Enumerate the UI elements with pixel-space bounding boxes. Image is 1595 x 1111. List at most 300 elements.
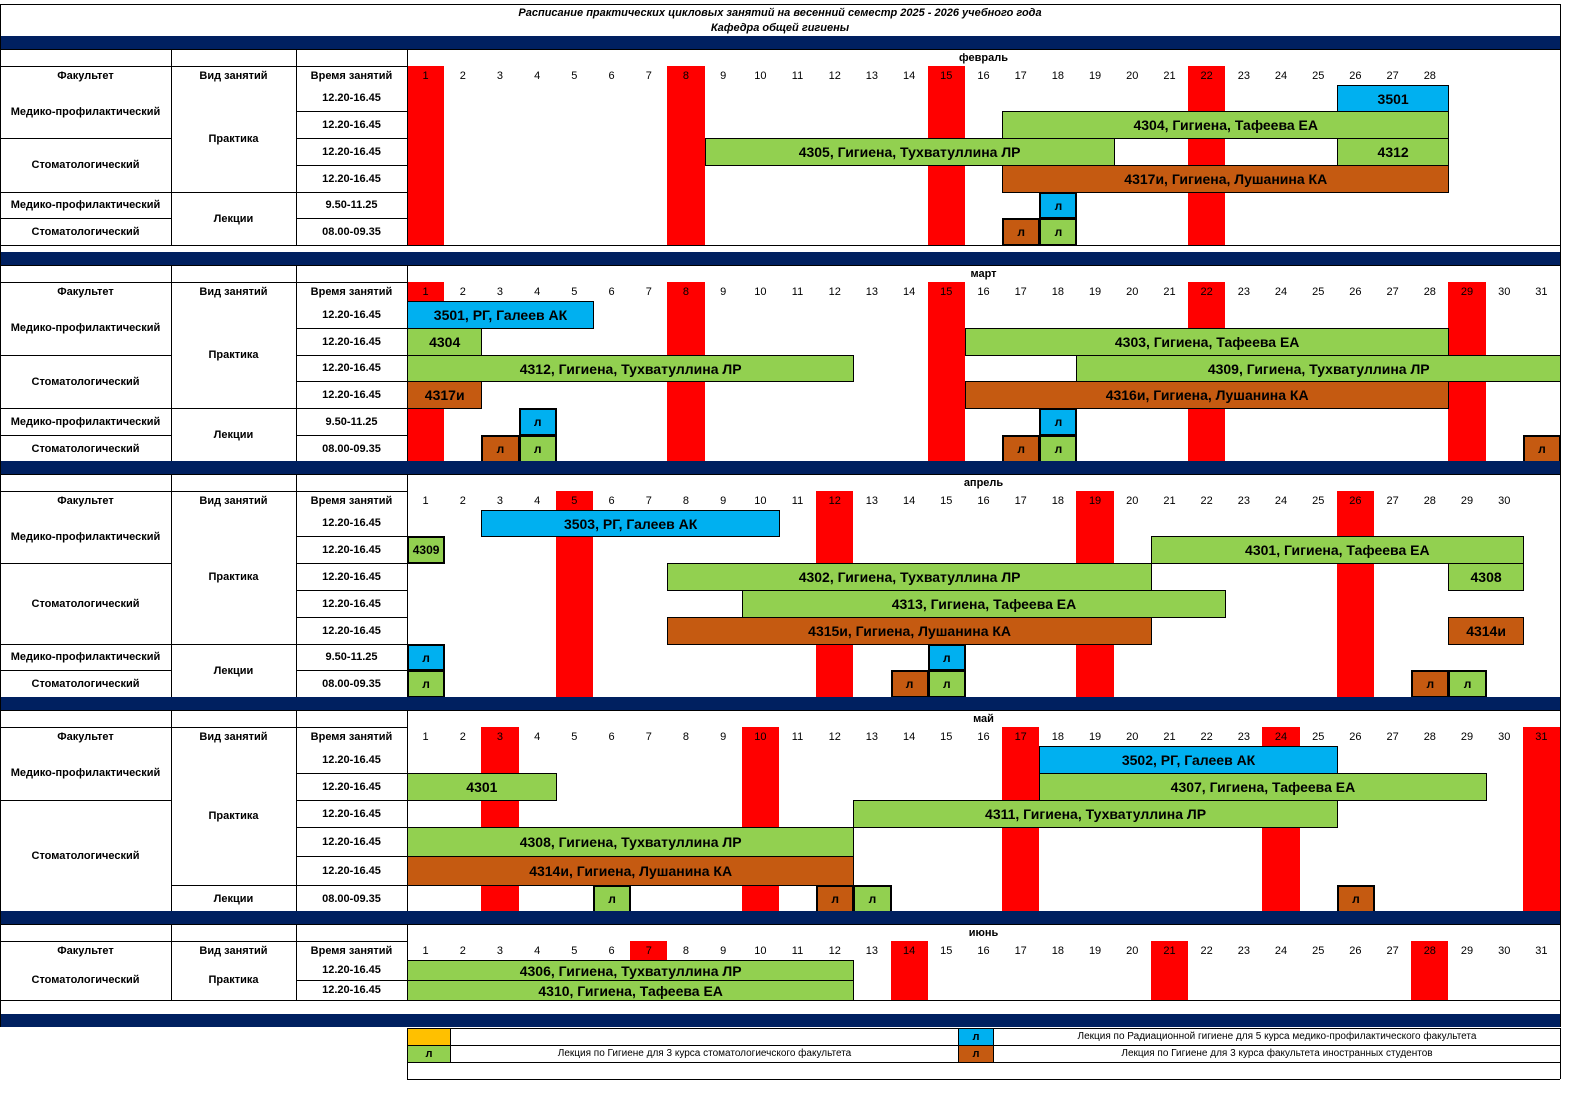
day-cell[interactable] <box>1448 381 1486 409</box>
day-cell[interactable] <box>1486 218 1524 246</box>
day-cell[interactable] <box>1188 960 1226 981</box>
day-cell[interactable] <box>1448 960 1486 981</box>
lecture-marker[interactable]: л <box>1411 670 1449 698</box>
day-cell[interactable] <box>1374 885 1412 913</box>
day-cell[interactable] <box>1151 192 1189 219</box>
day-cell[interactable] <box>667 301 705 329</box>
day-cell[interactable] <box>742 301 780 329</box>
day-cell[interactable] <box>519 536 557 564</box>
day-cell[interactable] <box>1262 435 1300 463</box>
day-cell[interactable] <box>816 800 854 828</box>
day-cell[interactable] <box>742 85 780 112</box>
lecture-marker[interactable]: л <box>816 885 854 913</box>
day-cell[interactable] <box>853 192 891 219</box>
day-cell[interactable] <box>1337 746 1375 774</box>
day-cell[interactable] <box>630 381 668 409</box>
day-cell[interactable] <box>1188 670 1226 698</box>
day-cell[interactable] <box>556 111 594 139</box>
day-cell[interactable] <box>1188 435 1226 463</box>
day-cell[interactable] <box>1448 856 1486 886</box>
day-cell[interactable] <box>1523 800 1561 828</box>
day-cell[interactable] <box>1411 617 1449 645</box>
day-cell[interactable] <box>928 355 966 382</box>
day-cell[interactable] <box>1076 960 1114 981</box>
session-bar[interactable]: 4310, Гигиена, Тафеева ЕА <box>407 980 854 1001</box>
day-cell[interactable] <box>1486 192 1524 219</box>
day-cell[interactable] <box>1002 746 1040 774</box>
day-cell[interactable] <box>1225 408 1263 436</box>
day-cell[interactable] <box>1002 355 1040 382</box>
day-cell[interactable] <box>816 435 854 463</box>
day-cell[interactable] <box>1188 563 1226 591</box>
day-cell[interactable] <box>556 138 594 166</box>
day-cell[interactable] <box>742 800 780 828</box>
day-cell[interactable] <box>928 192 966 219</box>
day-cell[interactable] <box>853 670 891 698</box>
day-cell[interactable] <box>630 138 668 166</box>
day-cell[interactable] <box>891 644 929 671</box>
day-cell[interactable] <box>1523 165 1561 193</box>
day-cell[interactable] <box>742 670 780 698</box>
day-cell[interactable] <box>1523 563 1561 591</box>
day-cell[interactable] <box>891 301 929 329</box>
day-cell[interactable] <box>1188 510 1226 537</box>
day-cell[interactable] <box>1411 435 1449 463</box>
day-cell[interactable] <box>630 165 668 193</box>
day-cell[interactable] <box>853 980 891 1001</box>
day-cell[interactable] <box>1523 590 1561 618</box>
day-cell[interactable] <box>742 328 780 356</box>
day-cell[interactable] <box>1300 980 1338 1001</box>
day-cell[interactable] <box>816 111 854 139</box>
day-cell[interactable] <box>1486 670 1524 698</box>
day-cell[interactable] <box>1076 408 1114 436</box>
day-cell[interactable] <box>705 536 743 564</box>
day-cell[interactable] <box>1523 192 1561 219</box>
day-cell[interactable] <box>779 381 817 409</box>
day-cell[interactable] <box>891 192 929 219</box>
day-cell[interactable] <box>1262 960 1300 981</box>
day-cell[interactable] <box>965 85 1003 112</box>
day-cell[interactable] <box>481 381 519 409</box>
day-cell[interactable] <box>593 617 631 645</box>
day-cell[interactable] <box>556 408 594 436</box>
day-cell[interactable] <box>965 980 1003 1001</box>
day-cell[interactable] <box>1374 301 1412 329</box>
day-cell[interactable] <box>556 192 594 219</box>
day-cell[interactable] <box>891 773 929 801</box>
day-cell[interactable] <box>1039 827 1077 857</box>
day-cell[interactable] <box>853 111 891 139</box>
day-cell[interactable] <box>891 980 929 1001</box>
day-cell[interactable] <box>593 590 631 618</box>
session-bar[interactable]: 4312 <box>1337 138 1450 166</box>
day-cell[interactable] <box>630 563 668 591</box>
day-cell[interactable] <box>816 165 854 193</box>
lecture-marker[interactable]: л <box>891 670 929 698</box>
day-cell[interactable] <box>705 381 743 409</box>
day-cell[interactable] <box>1039 510 1077 537</box>
day-cell[interactable] <box>519 165 557 193</box>
day-cell[interactable] <box>1374 510 1412 537</box>
day-cell[interactable] <box>1448 800 1486 828</box>
day-cell[interactable] <box>853 536 891 564</box>
day-cell[interactable] <box>1262 301 1300 329</box>
session-bar[interactable]: 4305, Гигиена, Тухватуллина ЛР <box>705 138 1115 166</box>
day-cell[interactable] <box>593 773 631 801</box>
day-cell[interactable] <box>556 536 594 564</box>
day-cell[interactable] <box>444 435 482 463</box>
day-cell[interactable] <box>519 328 557 356</box>
day-cell[interactable] <box>1039 885 1077 913</box>
day-cell[interactable] <box>519 746 557 774</box>
day-cell[interactable] <box>1188 885 1226 913</box>
day-cell[interactable] <box>1337 800 1375 828</box>
day-cell[interactable] <box>1039 856 1077 886</box>
lecture-marker[interactable]: л <box>1039 435 1077 463</box>
day-cell[interactable] <box>891 536 929 564</box>
day-cell[interactable] <box>1262 218 1300 246</box>
day-cell[interactable] <box>667 138 705 166</box>
day-cell[interactable] <box>1448 301 1486 329</box>
day-cell[interactable] <box>1448 408 1486 436</box>
day-cell[interactable] <box>1151 856 1189 886</box>
day-cell[interactable] <box>481 885 519 913</box>
day-cell[interactable] <box>667 381 705 409</box>
day-cell[interactable] <box>1411 800 1449 828</box>
day-cell[interactable] <box>705 885 743 913</box>
day-cell[interactable] <box>816 218 854 246</box>
day-cell[interactable] <box>965 827 1003 857</box>
day-cell[interactable] <box>667 435 705 463</box>
day-cell[interactable] <box>593 192 631 219</box>
day-cell[interactable] <box>1374 563 1412 591</box>
lecture-marker[interactable]: л <box>1039 192 1077 219</box>
day-cell[interactable] <box>779 111 817 139</box>
day-cell[interactable] <box>444 885 482 913</box>
day-cell[interactable] <box>481 563 519 591</box>
day-cell[interactable] <box>1225 617 1263 645</box>
day-cell[interactable] <box>1151 138 1189 166</box>
day-cell[interactable] <box>1374 827 1412 857</box>
session-bar[interactable]: 4313, Гигиена, Тафеева ЕА <box>742 590 1227 618</box>
day-cell[interactable] <box>444 218 482 246</box>
day-cell[interactable] <box>593 670 631 698</box>
day-cell[interactable] <box>1300 856 1338 886</box>
day-cell[interactable] <box>630 218 668 246</box>
day-cell[interactable] <box>630 885 668 913</box>
day-cell[interactable] <box>1448 111 1486 139</box>
day-cell[interactable] <box>407 192 445 219</box>
day-cell[interactable] <box>1337 563 1375 591</box>
day-cell[interactable] <box>519 563 557 591</box>
day-cell[interactable] <box>1151 510 1189 537</box>
day-cell[interactable] <box>593 435 631 463</box>
day-cell[interactable] <box>593 138 631 166</box>
lecture-marker[interactable]: л <box>1337 885 1375 913</box>
day-cell[interactable] <box>1448 165 1486 193</box>
day-cell[interactable] <box>481 138 519 166</box>
day-cell[interactable] <box>1114 885 1152 913</box>
day-cell[interactable] <box>1114 192 1152 219</box>
day-cell[interactable] <box>407 138 445 166</box>
day-cell[interactable] <box>1188 138 1226 166</box>
day-cell[interactable] <box>1523 301 1561 329</box>
day-cell[interactable] <box>1262 408 1300 436</box>
day-cell[interactable] <box>1225 590 1263 618</box>
day-cell[interactable] <box>556 563 594 591</box>
day-cell[interactable] <box>1114 138 1152 166</box>
session-bar[interactable]: 4306, Гигиена, Тухватуллина ЛР <box>407 960 854 981</box>
day-cell[interactable] <box>1523 856 1561 886</box>
day-cell[interactable] <box>1486 644 1524 671</box>
day-cell[interactable] <box>1523 644 1561 671</box>
day-cell[interactable] <box>519 590 557 618</box>
day-cell[interactable] <box>1002 644 1040 671</box>
day-cell[interactable] <box>705 408 743 436</box>
day-cell[interactable] <box>1337 827 1375 857</box>
day-cell[interactable] <box>779 746 817 774</box>
day-cell[interactable] <box>928 435 966 463</box>
day-cell[interactable] <box>1114 218 1152 246</box>
day-cell[interactable] <box>1486 746 1524 774</box>
day-cell[interactable] <box>556 773 594 801</box>
day-cell[interactable] <box>1076 885 1114 913</box>
lecture-marker[interactable]: л <box>1523 435 1561 463</box>
day-cell[interactable] <box>1448 138 1486 166</box>
day-cell[interactable] <box>742 218 780 246</box>
day-cell[interactable] <box>556 435 594 463</box>
day-cell[interactable] <box>1374 856 1412 886</box>
day-cell[interactable] <box>667 328 705 356</box>
day-cell[interactable] <box>630 800 668 828</box>
day-cell[interactable] <box>742 381 780 409</box>
day-cell[interactable] <box>519 800 557 828</box>
day-cell[interactable] <box>891 746 929 774</box>
day-cell[interactable] <box>742 644 780 671</box>
day-cell[interactable] <box>1039 644 1077 671</box>
day-cell[interactable] <box>1374 192 1412 219</box>
day-cell[interactable] <box>1337 408 1375 436</box>
day-cell[interactable] <box>1188 617 1226 645</box>
day-cell[interactable] <box>1151 617 1189 645</box>
day-cell[interactable] <box>1486 590 1524 618</box>
day-cell[interactable] <box>891 827 929 857</box>
day-cell[interactable] <box>1523 138 1561 166</box>
day-cell[interactable] <box>1151 408 1189 436</box>
day-cell[interactable] <box>742 773 780 801</box>
day-cell[interactable] <box>1374 590 1412 618</box>
day-cell[interactable] <box>1300 192 1338 219</box>
day-cell[interactable] <box>1448 510 1486 537</box>
day-cell[interactable] <box>593 746 631 774</box>
day-cell[interactable] <box>779 218 817 246</box>
day-cell[interactable] <box>444 85 482 112</box>
day-cell[interactable] <box>1300 590 1338 618</box>
day-cell[interactable] <box>1337 856 1375 886</box>
session-bar[interactable]: 4301, Гигиена, Тафеева ЕА <box>1151 536 1524 564</box>
day-cell[interactable] <box>593 800 631 828</box>
day-cell[interactable] <box>667 536 705 564</box>
day-cell[interactable] <box>965 510 1003 537</box>
day-cell[interactable] <box>1151 960 1189 981</box>
day-cell[interactable] <box>1448 746 1486 774</box>
day-cell[interactable] <box>1523 980 1561 1001</box>
day-cell[interactable] <box>667 670 705 698</box>
day-cell[interactable] <box>1076 218 1114 246</box>
day-cell[interactable] <box>630 670 668 698</box>
day-cell[interactable] <box>1262 644 1300 671</box>
day-cell[interactable] <box>630 328 668 356</box>
day-cell[interactable] <box>1262 856 1300 886</box>
day-cell[interactable] <box>1300 435 1338 463</box>
day-cell[interactable] <box>1225 827 1263 857</box>
day-cell[interactable] <box>1448 885 1486 913</box>
day-cell[interactable] <box>593 381 631 409</box>
day-cell[interactable] <box>779 670 817 698</box>
day-cell[interactable] <box>407 435 445 463</box>
day-cell[interactable] <box>853 510 891 537</box>
session-bar[interactable]: 4308, Гигиена, Тухватуллина ЛР <box>407 827 854 857</box>
day-cell[interactable] <box>593 563 631 591</box>
lecture-marker[interactable]: 4309 <box>407 536 445 564</box>
day-cell[interactable] <box>556 165 594 193</box>
day-cell[interactable] <box>816 328 854 356</box>
day-cell[interactable] <box>630 617 668 645</box>
day-cell[interactable] <box>1523 536 1561 564</box>
day-cell[interactable] <box>444 510 482 537</box>
day-cell[interactable] <box>1300 218 1338 246</box>
day-cell[interactable] <box>1448 980 1486 1001</box>
day-cell[interactable] <box>1151 85 1189 112</box>
day-cell[interactable] <box>407 85 445 112</box>
session-bar[interactable]: 3503, РГ, Галеев АК <box>481 510 780 537</box>
day-cell[interactable] <box>481 328 519 356</box>
day-cell[interactable] <box>705 111 743 139</box>
day-cell[interactable] <box>444 670 482 698</box>
session-bar[interactable]: 4316и, Гигиена, Лушанина КА <box>965 381 1450 409</box>
day-cell[interactable] <box>1448 218 1486 246</box>
day-cell[interactable] <box>891 111 929 139</box>
day-cell[interactable] <box>1188 856 1226 886</box>
session-bar[interactable]: 4317и <box>407 381 482 409</box>
day-cell[interactable] <box>1411 192 1449 219</box>
day-cell[interactable] <box>1300 85 1338 112</box>
day-cell[interactable] <box>853 381 891 409</box>
day-cell[interactable] <box>1411 885 1449 913</box>
session-bar[interactable]: 4309, Гигиена, Тухватуллина ЛР <box>1076 355 1561 382</box>
day-cell[interactable] <box>556 590 594 618</box>
day-cell[interactable] <box>1076 510 1114 537</box>
day-cell[interactable] <box>1225 960 1263 981</box>
session-bar[interactable]: 4303, Гигиена, Тафеева ЕА <box>965 328 1450 356</box>
day-cell[interactable] <box>1337 960 1375 981</box>
day-cell[interactable] <box>630 111 668 139</box>
day-cell[interactable] <box>1225 563 1263 591</box>
day-cell[interactable] <box>1225 980 1263 1001</box>
day-cell[interactable] <box>1188 827 1226 857</box>
day-cell[interactable] <box>556 218 594 246</box>
day-cell[interactable] <box>853 218 891 246</box>
day-cell[interactable] <box>891 510 929 537</box>
day-cell[interactable] <box>1002 827 1040 857</box>
day-cell[interactable] <box>444 536 482 564</box>
day-cell[interactable] <box>1002 670 1040 698</box>
day-cell[interactable] <box>965 165 1003 193</box>
day-cell[interactable] <box>928 960 966 981</box>
day-cell[interactable] <box>444 617 482 645</box>
day-cell[interactable] <box>1002 408 1040 436</box>
day-cell[interactable] <box>816 670 854 698</box>
day-cell[interactable] <box>1411 563 1449 591</box>
day-cell[interactable] <box>593 536 631 564</box>
day-cell[interactable] <box>481 111 519 139</box>
day-cell[interactable] <box>1002 980 1040 1001</box>
lecture-marker[interactable]: л <box>519 435 557 463</box>
day-cell[interactable] <box>891 85 929 112</box>
day-cell[interactable] <box>1262 885 1300 913</box>
day-cell[interactable] <box>1374 644 1412 671</box>
session-bar[interactable]: 4311, Гигиена, Тухватуллина ЛР <box>853 800 1338 828</box>
day-cell[interactable] <box>1411 218 1449 246</box>
day-cell[interactable] <box>1002 856 1040 886</box>
lecture-marker[interactable]: л <box>1002 218 1040 246</box>
day-cell[interactable] <box>630 644 668 671</box>
day-cell[interactable] <box>1225 435 1263 463</box>
day-cell[interactable] <box>853 328 891 356</box>
day-cell[interactable] <box>1486 980 1524 1001</box>
day-cell[interactable] <box>1225 644 1263 671</box>
day-cell[interactable] <box>1262 617 1300 645</box>
day-cell[interactable] <box>1486 301 1524 329</box>
lecture-marker[interactable]: л <box>853 885 891 913</box>
day-cell[interactable] <box>779 773 817 801</box>
day-cell[interactable] <box>816 644 854 671</box>
day-cell[interactable] <box>1337 590 1375 618</box>
day-cell[interactable] <box>556 381 594 409</box>
day-cell[interactable] <box>1486 328 1524 356</box>
day-cell[interactable] <box>705 644 743 671</box>
lecture-marker[interactable]: л <box>519 408 557 436</box>
day-cell[interactable] <box>407 746 445 774</box>
day-cell[interactable] <box>519 885 557 913</box>
day-cell[interactable] <box>1300 617 1338 645</box>
day-cell[interactable] <box>1486 800 1524 828</box>
day-cell[interactable] <box>1337 980 1375 1001</box>
day-cell[interactable] <box>481 165 519 193</box>
day-cell[interactable] <box>1151 670 1189 698</box>
day-cell[interactable] <box>928 746 966 774</box>
day-cell[interactable] <box>891 381 929 409</box>
day-cell[interactable] <box>1039 355 1077 382</box>
day-cell[interactable] <box>519 644 557 671</box>
day-cell[interactable] <box>705 773 743 801</box>
day-cell[interactable] <box>1300 644 1338 671</box>
day-cell[interactable] <box>779 644 817 671</box>
day-cell[interactable] <box>965 408 1003 436</box>
session-bar[interactable]: 3501 <box>1337 85 1450 112</box>
day-cell[interactable] <box>705 85 743 112</box>
day-cell[interactable] <box>1262 192 1300 219</box>
day-cell[interactable] <box>1448 590 1486 618</box>
day-cell[interactable] <box>1411 856 1449 886</box>
day-cell[interactable] <box>407 408 445 436</box>
day-cell[interactable] <box>481 536 519 564</box>
day-cell[interactable] <box>593 165 631 193</box>
day-cell[interactable] <box>1151 218 1189 246</box>
day-cell[interactable] <box>928 328 966 356</box>
day-cell[interactable] <box>1374 408 1412 436</box>
